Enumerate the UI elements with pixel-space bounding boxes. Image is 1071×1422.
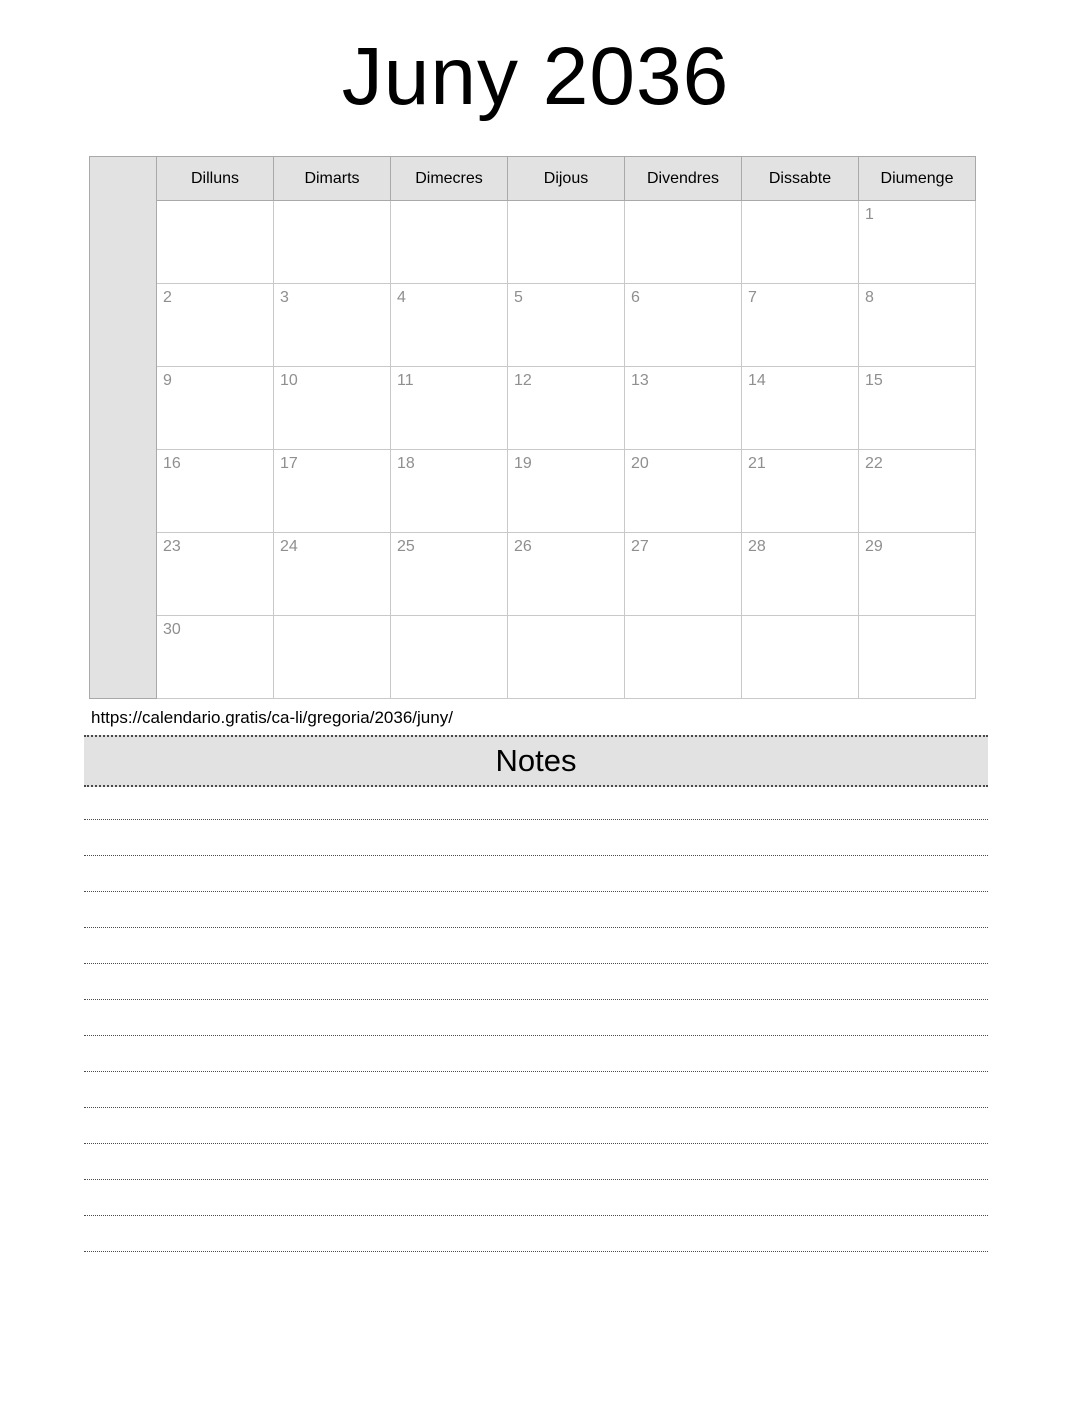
day-cell [508,450,625,533]
note-line [84,1036,988,1072]
week-row [90,450,976,533]
day-number: 17 [280,455,298,472]
day-number: 7 [748,289,757,306]
day-number: 8 [865,289,874,306]
day-number: 6 [631,289,640,306]
week-row [90,533,976,616]
note-line [84,820,988,856]
day-cell [391,367,508,450]
note-line [84,856,988,892]
notes-section [84,735,988,1252]
weekday-header: Dimarts [274,157,391,201]
day-number: 13 [631,372,649,389]
day-number: 16 [163,455,181,472]
day-cell [625,533,742,616]
day-cell [859,533,976,616]
day-number: 27 [631,538,649,555]
day-number: 19 [514,455,532,472]
day-number: 23 [163,538,181,555]
day-cell-empty [742,616,859,699]
day-cell [625,367,742,450]
day-cell-empty [859,616,976,699]
day-cell [391,533,508,616]
day-number: 15 [865,372,883,389]
day-number: 24 [280,538,298,555]
day-cell [391,284,508,367]
day-cell [157,616,274,699]
day-cell-empty [274,201,391,284]
day-number: 22 [865,455,883,472]
day-number: 9 [163,372,172,389]
day-cell-empty [742,201,859,284]
day-cell [508,533,625,616]
day-number: 26 [514,538,532,555]
day-number: 1 [865,206,874,223]
notes-lines [84,787,988,1252]
day-cell [391,450,508,533]
weekday-header: Dimecres [391,157,508,201]
weekday-header-row [90,157,976,201]
day-cell [508,284,625,367]
note-line [84,1072,988,1108]
day-cell-empty [274,616,391,699]
note-line [84,1180,988,1216]
day-number: 14 [748,372,766,389]
day-number: 4 [397,289,406,306]
day-cell-empty [508,616,625,699]
day-number: 28 [748,538,766,555]
day-cell [742,533,859,616]
weekday-header: Divendres [625,157,742,201]
day-cell [274,533,391,616]
day-cell [742,450,859,533]
day-cell [859,201,976,284]
note-line [84,1144,988,1180]
page-title: Juny 2036 [341,31,730,122]
day-number: 2 [163,289,172,306]
note-line [84,787,988,820]
day-cell [157,533,274,616]
day-cell [157,284,274,367]
day-cell-empty [625,616,742,699]
calendar-table [89,156,976,699]
day-cell-empty [508,201,625,284]
day-number: 25 [397,538,415,555]
day-cell-empty [391,616,508,699]
note-line [84,1216,988,1252]
day-cell-empty [625,201,742,284]
week-row [90,284,976,367]
weekday-header: Dissabte [742,157,859,201]
day-cell-empty [391,201,508,284]
day-cell [859,284,976,367]
day-cell [859,367,976,450]
day-cell [508,367,625,450]
day-number: 12 [514,372,532,389]
note-line [84,964,988,1000]
day-cell [859,450,976,533]
day-number: 20 [631,455,649,472]
day-cell [625,450,742,533]
note-line [84,928,988,964]
notes-header: Notes [84,735,988,787]
day-number: 11 [397,372,414,389]
day-number: 21 [748,455,766,472]
day-cell [742,367,859,450]
note-line [84,892,988,928]
day-number: 3 [280,289,289,306]
note-line [84,1000,988,1036]
weekday-header: Diumenge [859,157,976,201]
note-line [84,1108,988,1144]
day-cell [157,450,274,533]
day-cell [625,284,742,367]
day-cell [274,367,391,450]
calendar-source-url: https://calendario.gratis/ca-li/gregoria/2036/juny/ [91,708,453,727]
day-cell [274,284,391,367]
week-row [90,201,976,284]
day-number: 29 [865,538,883,555]
day-cell [274,450,391,533]
day-cell [157,367,274,450]
day-number: 5 [514,289,523,306]
day-cell-empty [157,201,274,284]
day-cell [742,284,859,367]
day-number: 18 [397,455,415,472]
day-number: 10 [280,372,298,389]
calendar-gutter-column [90,157,157,699]
weekday-header: Dijous [508,157,625,201]
day-number: 30 [163,621,181,638]
week-row [90,616,976,699]
weekday-header: Dilluns [157,157,274,201]
week-row [90,367,976,450]
